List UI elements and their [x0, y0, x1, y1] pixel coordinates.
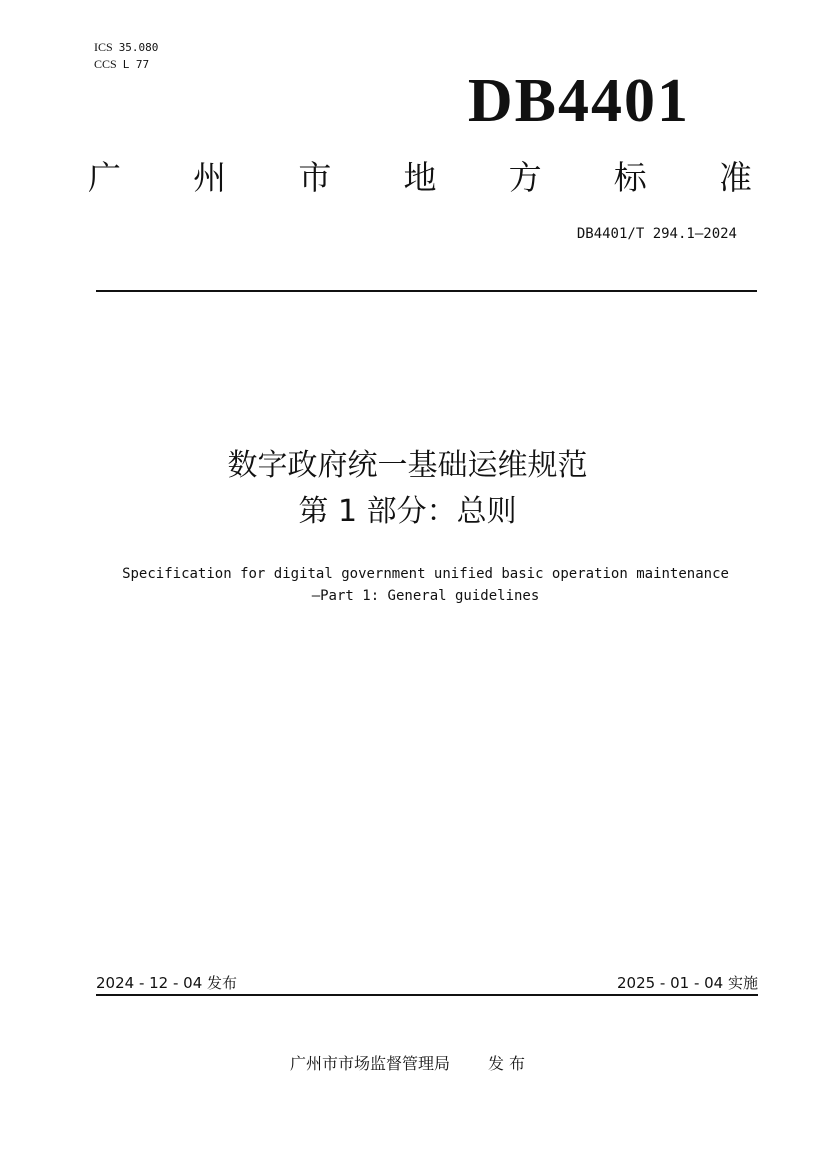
top-divider: [96, 290, 757, 292]
classification-codes: [94, 39, 158, 73]
standard-type-char: 标: [613, 158, 647, 197]
chinese-title: [0, 443, 815, 535]
standard-logo: DB4401: [467, 67, 690, 135]
chinese-title-line1: 数字政府统一基础运维规范: [227, 448, 588, 483]
bottom-divider: [96, 994, 758, 996]
standard-number: DB4401/T 294.1—2024: [576, 226, 737, 242]
issuer-line: [0, 1053, 815, 1075]
english-title: [0, 563, 815, 607]
standard-type-char: 广: [88, 158, 121, 197]
standard-type-char: 准: [718, 158, 752, 197]
ics-value: 35.080: [118, 41, 159, 54]
ics-label: ICS: [94, 40, 113, 54]
issuer-name: 广州市市场监督管理局: [289, 1054, 450, 1073]
standard-type-char: 市: [298, 158, 332, 197]
english-title-line1: Specification for digital government unified basic operation maintenance: [122, 566, 729, 582]
standard-type-char: 州: [193, 158, 227, 197]
english-title-line2: —Part 1: General guidelines: [311, 588, 540, 604]
ccs-label: CCS: [94, 57, 117, 71]
standard-type-char: 方: [508, 158, 542, 197]
issuer-action: 发 布: [487, 1054, 526, 1073]
implementation-date: 2025 - 01 - 04 实施: [616, 974, 758, 992]
ccs-code: [94, 56, 158, 73]
issue-date: 2024 - 12 - 04 发布: [96, 974, 238, 992]
date-row: [96, 972, 758, 994]
standard-type-title: [88, 158, 752, 198]
ics-code: [94, 39, 158, 56]
chinese-title-line2: 第 1 部分：总则: [298, 494, 517, 529]
ccs-value: L 77: [122, 58, 150, 71]
standard-type-char: 地: [403, 158, 437, 197]
